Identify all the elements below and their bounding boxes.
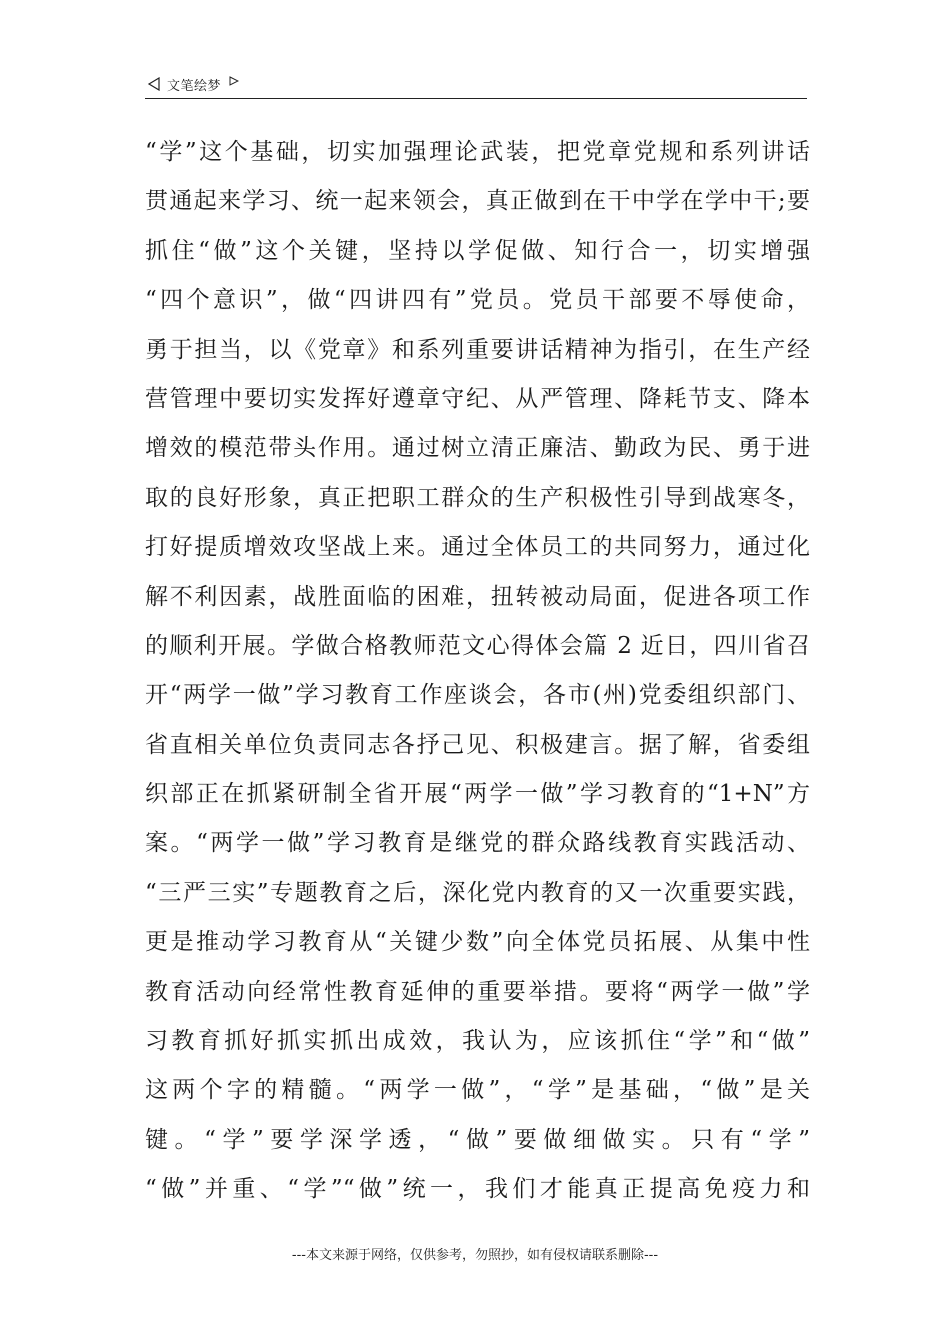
page-header	[145, 72, 807, 99]
triangle-left-icon	[147, 77, 161, 91]
text-line: 这两个字的精髓。“两学一做”，“学”是基础，“做”是关	[145, 1077, 810, 1104]
document-body	[145, 128, 810, 1215]
text-line: 取的良好形象，真正把职工群众的生产积极性引导到战寒冬，	[145, 484, 810, 511]
text-line: “学”这个基础，切实加强理论武装，把党章党规和系列讲话	[145, 139, 810, 165]
text-line: 开“两学一做”学习教育工作座谈会，各市(州)党委组织部门、	[145, 682, 810, 709]
text-line: 解不利因素，战胜面临的困难，扭转被动局面，促进各项工作	[145, 583, 810, 610]
page-footer: ---本文来源于网络，仅供参考，勿照抄，如有侵权请联系删除---	[291, 1248, 659, 1263]
text-line: “三严三实”专题教育之后，深化党内教育的又一次重要实践，	[145, 879, 810, 906]
text-line: 的顺利开展。学做合格教师范文心得体会篇 2 近日，四川省召	[145, 632, 810, 659]
text-line: “做”并重、“学”“做”统一，我们才能真正提高免疫力和	[145, 1176, 810, 1203]
text-line: 键。“学”要学深学透，“做”要做细做实。只有“学”	[145, 1126, 810, 1153]
text-line: 增效的模范带头作用。通过树立清正廉洁、勤政为民、勇于进	[145, 435, 810, 462]
text-line: 习教育抓好抓实抓出成效，我认为，应该抓住“学”和“做”	[145, 1028, 810, 1055]
text-line: 抓住“做”这个关键，坚持以学促做、知行合一，切实增强	[145, 237, 810, 264]
header-brand: 文笔绘梦	[167, 79, 222, 94]
text-line: 勇于担当，以《党章》和系列重要讲话精神为指引，在生产经	[145, 336, 810, 363]
triangle-right-icon	[229, 76, 239, 86]
text-line: 营管理中要切实发挥好遵章守纪、从严管理、降耗节支、降本	[145, 385, 810, 412]
text-line: 更是推动学习教育从“关键少数”向全体党员拓展、从集中性	[145, 929, 810, 956]
text-line: 教育活动向经常性教育延伸的重要举措。要将“两学一做”学	[145, 978, 810, 1005]
text-line: 省直相关单位负责同志各抒己见、积极建言。据了解，省委组	[145, 731, 810, 758]
text-line: 案。“两学一做”学习教育是继党的群众路线教育实践活动、	[145, 830, 810, 857]
text-line: 贯通起来学习、统一起来领会，真正做到在干中学在学中干;要	[145, 188, 810, 215]
text-line: 打好提质增效攻坚战上来。通过全体员工的共同努力，通过化	[145, 534, 810, 561]
text-line: “四个意识”，做“四讲四有”党员。党员干部要不辱使命，	[145, 287, 810, 314]
text-line: 织部正在抓紧研制全省开展“两学一做”学习教育的“1+N”方	[145, 781, 810, 808]
